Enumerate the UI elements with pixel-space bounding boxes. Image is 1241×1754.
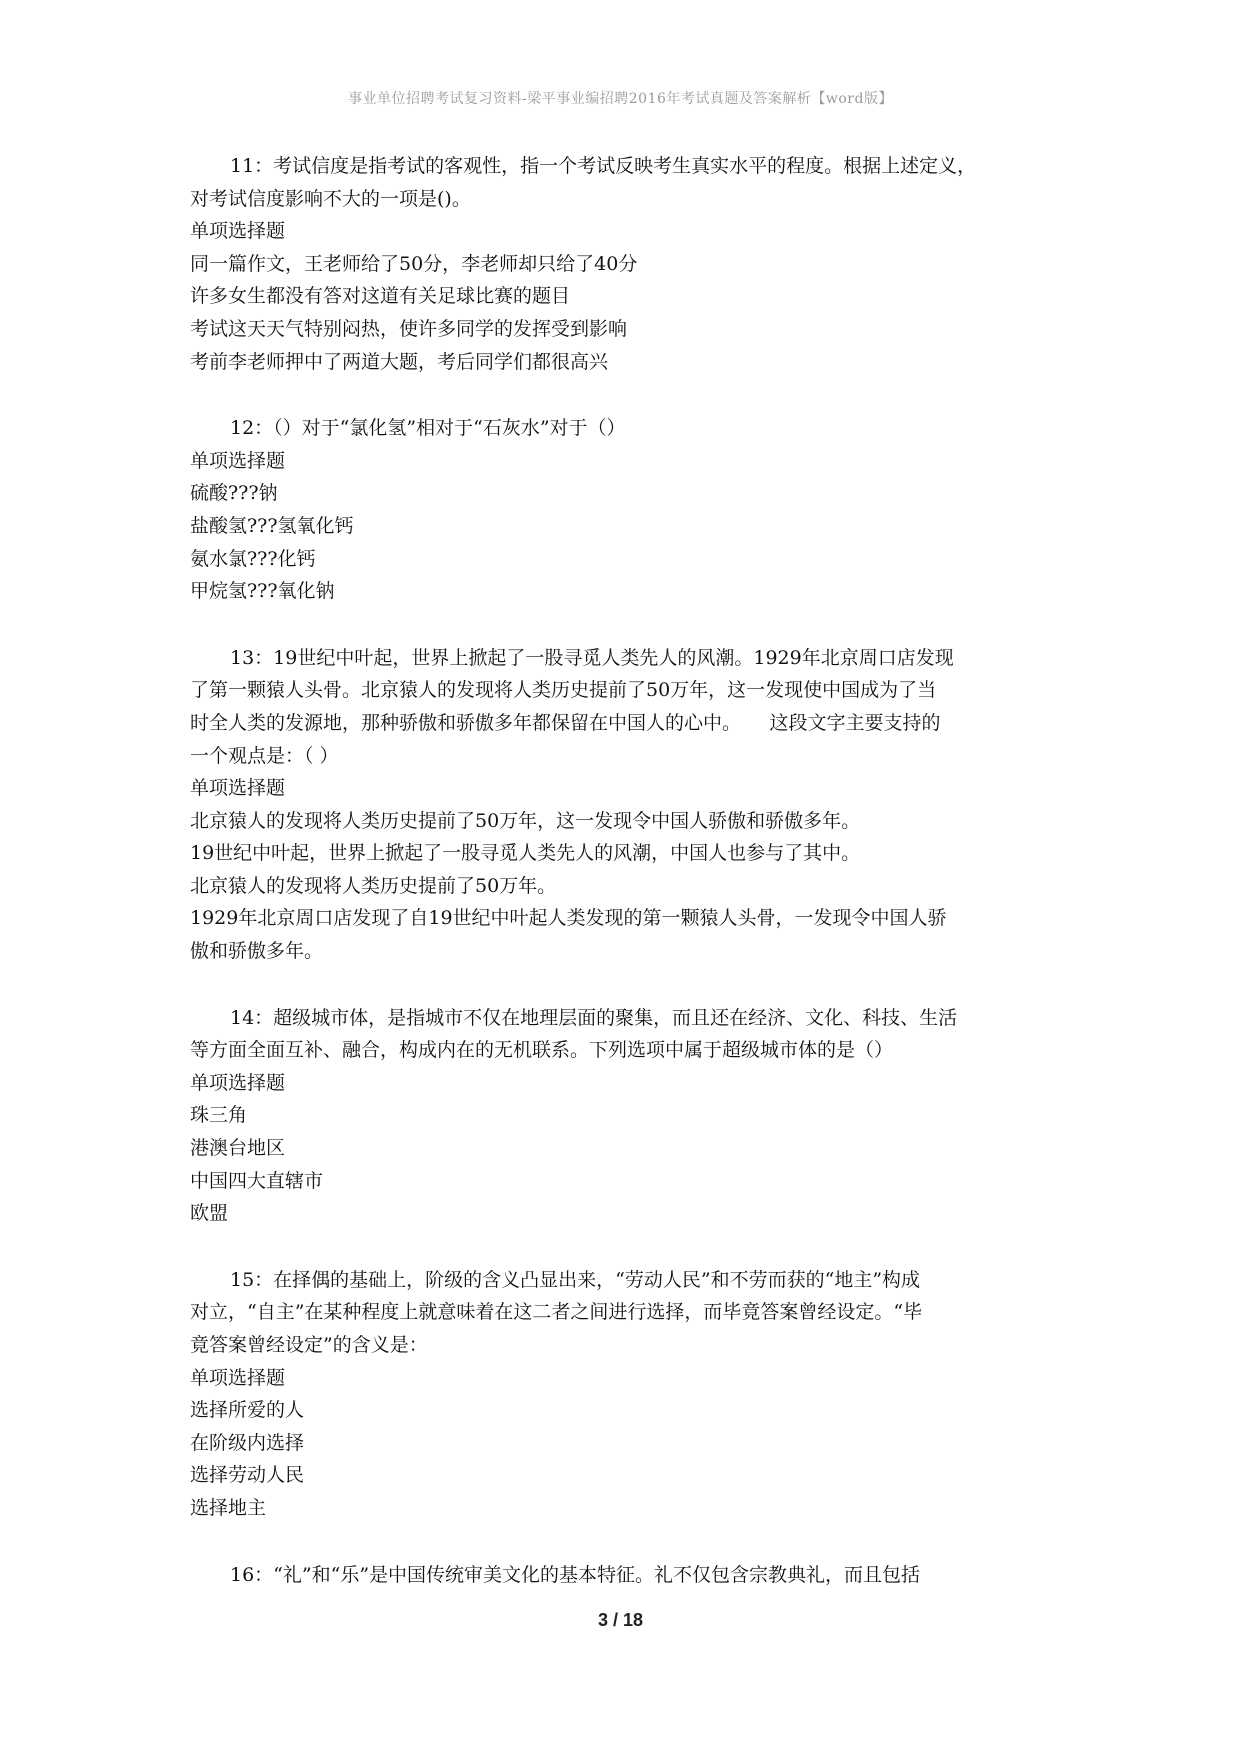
question-stem-line: 12：（）对于“氯化氢”相对于“石灰水”对于（） [230, 417, 626, 440]
option-line: 欧盟 [190, 1202, 229, 1225]
option-line: 傲和骄傲多年。 [190, 940, 324, 963]
option-line: 港澳台地区 [190, 1137, 286, 1160]
question-stem-line: 对考试信度影响不大的一项是()。 [190, 187, 471, 210]
option-line: 硫酸???钠 [190, 482, 278, 505]
question-stem-line: 14：超级城市体，是指城市不仅在地理层面的聚集，而且还在经济、文化、科技、生活 [230, 1006, 958, 1029]
option-line: 珠三角 [190, 1104, 248, 1127]
question-12 [190, 412, 1090, 608]
question-stem-line: 11：考试信度是指考试的客观性，指一个考试反映考生真实水平的程度。根据上述定义， [230, 155, 977, 177]
question-11 [190, 150, 1090, 378]
question-type: 单项选择题 [190, 449, 286, 472]
option-line: 北京猿人的发现将人类历史提前了50万年，这一发现令中国人骄傲和骄傲多年。 [190, 809, 861, 832]
question-stem-line: 15：在择偶的基础上，阶级的含义凸显出来，“劳动人民”和不劳而获的“地主”构成 [230, 1268, 921, 1291]
question-15 [190, 1264, 1090, 1525]
option-line: 考前李老师押中了两道大题，考后同学们都很高兴 [190, 350, 609, 373]
question-type: 单项选择题 [190, 777, 286, 800]
question-stem-line: 时全人类的发源地，那种骄傲和骄傲多年都保留在中国人的心中。 这段文字主要支持的 [190, 711, 941, 734]
option-line: 19世纪中叶起，世界上掀起了一股寻觅人类先人的风潮，中国人也参与了其中。 [190, 842, 861, 865]
question-14 [190, 1002, 1090, 1230]
question-stem-line: 竟答案曾经设定”的含义是： [190, 1334, 428, 1356]
question-13 [190, 642, 1090, 968]
option-line: 中国四大直辖市 [190, 1169, 324, 1192]
question-type: 单项选择题 [190, 1366, 286, 1389]
option-line: 在阶级内选择 [190, 1431, 305, 1454]
document-body [190, 150, 1090, 1625]
option-line: 许多女生都没有答对这道有关足球比赛的题目 [190, 285, 571, 308]
option-line: 1929年北京周口店发现了自19世纪中叶起人类发现的第一颗猿人头骨，一发现令中国人骄 [190, 907, 947, 930]
question-16 [190, 1559, 1090, 1592]
option-line: 选择所爱的人 [190, 1399, 305, 1422]
option-line: 甲烷氢???氧化钠 [190, 580, 335, 603]
option-line: 考试这天天气特别闷热，使许多同学的发挥受到影响 [190, 317, 628, 340]
question-stem-line: 一个观点是：（ ） [190, 744, 339, 767]
question-stem-line: 16：“礼”和“乐”是中国传统审美文化的基本特征。礼不仅包含宗教典礼，而且包括 [230, 1563, 921, 1586]
question-stem-line: 对立，“自主”在某种程度上就意味着在这二者之间进行选择，而毕竟答案曾经设定。“毕 [190, 1301, 923, 1324]
question-type: 单项选择题 [190, 1071, 286, 1094]
question-type: 单项选择题 [190, 220, 286, 243]
question-stem-line: 13：19世纪中叶起，世界上掀起了一股寻觅人类先人的风潮。1929年北京周口店发现 [230, 646, 954, 669]
option-line: 选择地主 [190, 1496, 267, 1519]
question-stem-line: 等方面全面互补、融合，构成内在的无机联系。下列选项中属于超级城市体的是（） [190, 1039, 894, 1062]
option-line: 盐酸氢???氢氧化钙 [190, 514, 354, 537]
option-line: 北京猿人的发现将人类历史提前了50万年。 [190, 874, 557, 897]
option-line: 选择劳动人民 [190, 1464, 305, 1487]
page-number: 3 / 18 [597, 1610, 644, 1630]
option-line: 同一篇作文，王老师给了50分，李老师却只给了40分 [190, 252, 638, 275]
option-line: 氨水氯???化钙 [190, 547, 316, 570]
page-header: 事业单位招聘考试复习资料-梁平事业编招聘2016年考试真题及答案解析【word版】 [348, 91, 893, 107]
question-stem-line: 了第一颗猿人头骨。北京猿人的发现将人类历史提前了50万年，这一发现使中国成为了当 [190, 679, 937, 702]
